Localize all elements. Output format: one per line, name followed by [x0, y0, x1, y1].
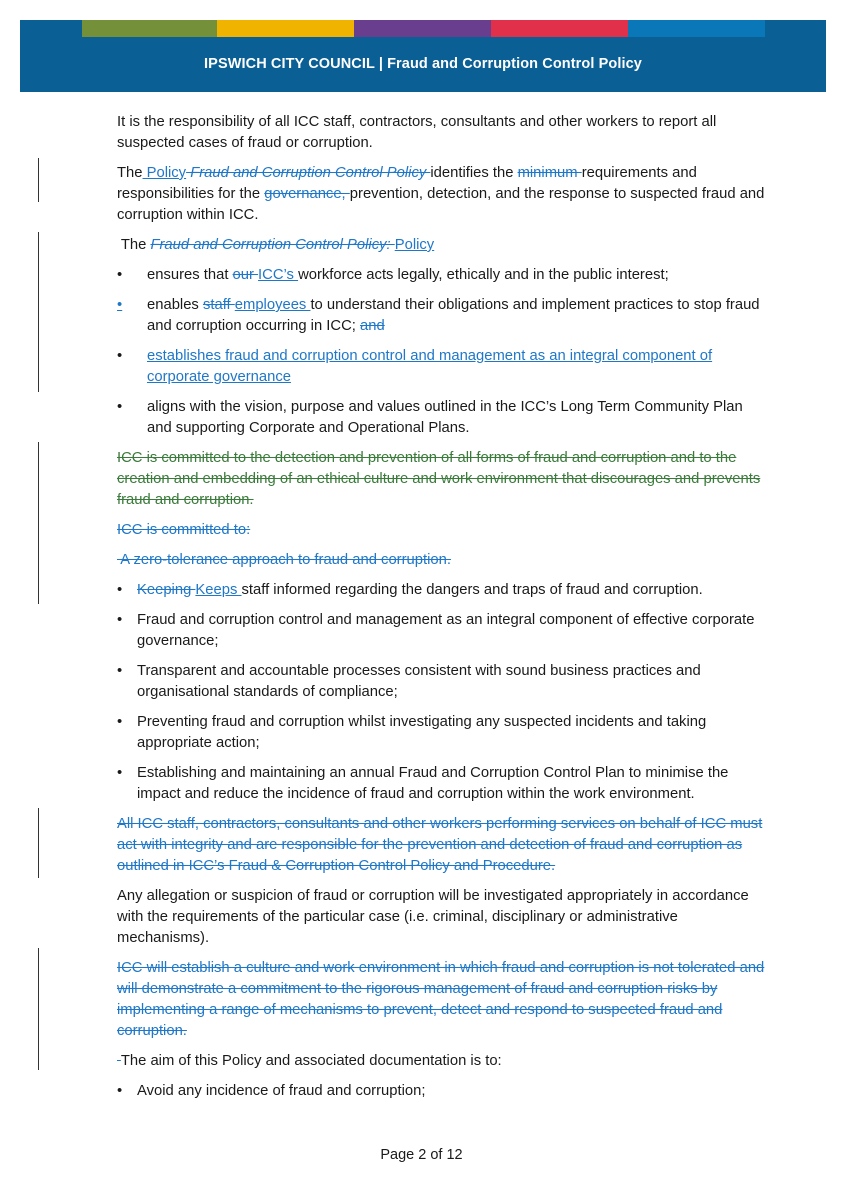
inserted-text: employees	[234, 297, 311, 313]
bullet: •	[117, 297, 123, 313]
list-item	[117, 346, 767, 388]
deleted-text: our	[232, 267, 259, 283]
header-stripe-green	[82, 20, 217, 37]
inserted-text: Policy	[394, 237, 435, 253]
deleted-paragraph: ICC will establish a culture and work environment in which fraud and corruption is not tolerated and will demonstrate a commitment to the rigorous management of fraud and corruption risks by implementing a range of mechanisms to prevent, detect and respond to suspected fraud and corruption.	[117, 960, 765, 1039]
inserted-text: establishes fraud and corruption control and management as an integral component of corporate governance	[147, 348, 713, 385]
text-run: identifies the	[430, 165, 518, 181]
deleted-text: governance,	[264, 186, 350, 202]
bullet: •	[117, 765, 123, 781]
bullet: •	[117, 582, 123, 598]
deleted-text: Keeping	[137, 582, 196, 598]
text-run: enables	[147, 297, 203, 313]
bullet: •	[117, 1083, 123, 1099]
bullet-list	[117, 1081, 767, 1102]
deleted-text: Fraud and Corruption Control Policy:	[150, 237, 395, 253]
inserted-text: Keeps	[195, 582, 242, 598]
header-stripe-blue	[628, 20, 765, 37]
deleted-text: Fraud and Corruption Control Policy	[186, 165, 431, 181]
header-title: IPSWICH CITY COUNCIL | Fraud and Corruption Control Policy	[204, 56, 642, 72]
list-item	[117, 763, 767, 805]
change-bar	[38, 158, 39, 202]
text-run: aligns with the vision, purpose and values outlined in the ICC’s Long Term Community Plan and supporting Corporate and Operational Plans.	[147, 399, 743, 436]
text-run: Transparent and accountable processes consistent with sound business practices and organisational standards of compliance;	[137, 663, 701, 700]
text-run: The aim of this Policy and associated documentation is to:	[120, 1053, 502, 1069]
deleted-paragraph: ICC is committed to:	[117, 522, 251, 538]
list-item	[117, 1081, 767, 1102]
header-stripe-yellow	[217, 20, 354, 37]
bullet: •	[117, 267, 123, 283]
bullet: •	[117, 663, 123, 679]
list-item	[117, 580, 767, 601]
paragraph: Any allegation or suspicion of fraud or corruption will be investigated appropriately in accordance with the requirements of the particular case (i.e. criminal, disciplinary or administrative mechanisms).	[117, 888, 749, 946]
header-stripe-purple	[354, 20, 491, 37]
text-run: prevention, detection, and the response to suspected fraud and corruption within ICC.	[117, 186, 765, 223]
inserted-text: Policy	[142, 165, 187, 181]
deleted-text: staff	[202, 297, 235, 313]
list-item	[117, 397, 767, 439]
bullet: •	[117, 612, 123, 628]
bullet-list	[117, 265, 767, 439]
document-body	[117, 112, 767, 1111]
text-run: The	[117, 165, 143, 181]
bullet: •	[117, 714, 123, 730]
page-number: Page 2 of 12	[380, 1147, 463, 1163]
deleted-paragraph: ICC is committed to the detection and prevention of all forms of fraud and corruption and to the creation and embedding of an ethical culture and work environment that discourages and prevents fraud and corruption.	[117, 450, 761, 508]
paragraph: It is the responsibility of all ICC staff, contractors, consultants and other workers to report all suspected cases of fraud or corruption.	[117, 114, 717, 151]
deleted-text: minimum	[517, 165, 582, 181]
text-run: ensures that	[147, 267, 233, 283]
deleted-paragraph: All ICC staff, contractors, consultants and other workers performing services on behalf of ICC must act with integrity and are responsible for the prevention and detection of fraud and corruption as outlined in ICC’s Fraud & Corruption Control Policy and Procedure.	[117, 816, 763, 874]
change-bar	[38, 442, 39, 604]
list-item	[117, 661, 767, 703]
change-bar	[38, 948, 39, 1070]
list-item	[117, 295, 767, 337]
text-run: workforce acts legally, ethically and in the public interest;	[298, 267, 669, 283]
change-bar	[38, 808, 39, 878]
inserted-text: ICC’s	[258, 267, 299, 283]
list-item	[117, 265, 767, 286]
paragraph	[117, 163, 767, 226]
list-item	[117, 610, 767, 652]
bullet-list	[117, 580, 767, 805]
text-run: staff informed regarding the dangers and traps of fraud and corruption.	[241, 582, 703, 598]
text-run: Preventing fraud and corruption whilst investigating any suspected incidents and taking appropriate action;	[137, 714, 707, 751]
header-stripe-red	[491, 20, 628, 37]
deleted-paragraph: A zero-tolerance approach to fraud and corruption.	[117, 552, 451, 568]
text-run: Avoid any incidence of fraud and corruption;	[137, 1083, 426, 1099]
list-item	[117, 712, 767, 754]
text-run: The	[117, 237, 151, 253]
page-header	[20, 20, 826, 92]
paragraph	[117, 1051, 767, 1072]
bullet: •	[117, 348, 123, 364]
text-run: requirements and responsibilities for the	[117, 165, 697, 202]
bullet: •	[117, 399, 123, 415]
paragraph	[117, 235, 767, 256]
deleted-text: and	[360, 318, 385, 334]
text-run: Fraud and corruption control and management as an integral component of effective corporate governance;	[137, 612, 755, 649]
text-run: Establishing and maintaining an annual Fraud and Corruption Control Plan to minimise the impact and reduce the incidence of fraud and corruption within the work environment.	[137, 765, 729, 802]
change-bar	[38, 232, 39, 392]
text-run: to understand their obligations and implement practices to stop fraud and corruption occurring in ICC;	[147, 297, 760, 334]
